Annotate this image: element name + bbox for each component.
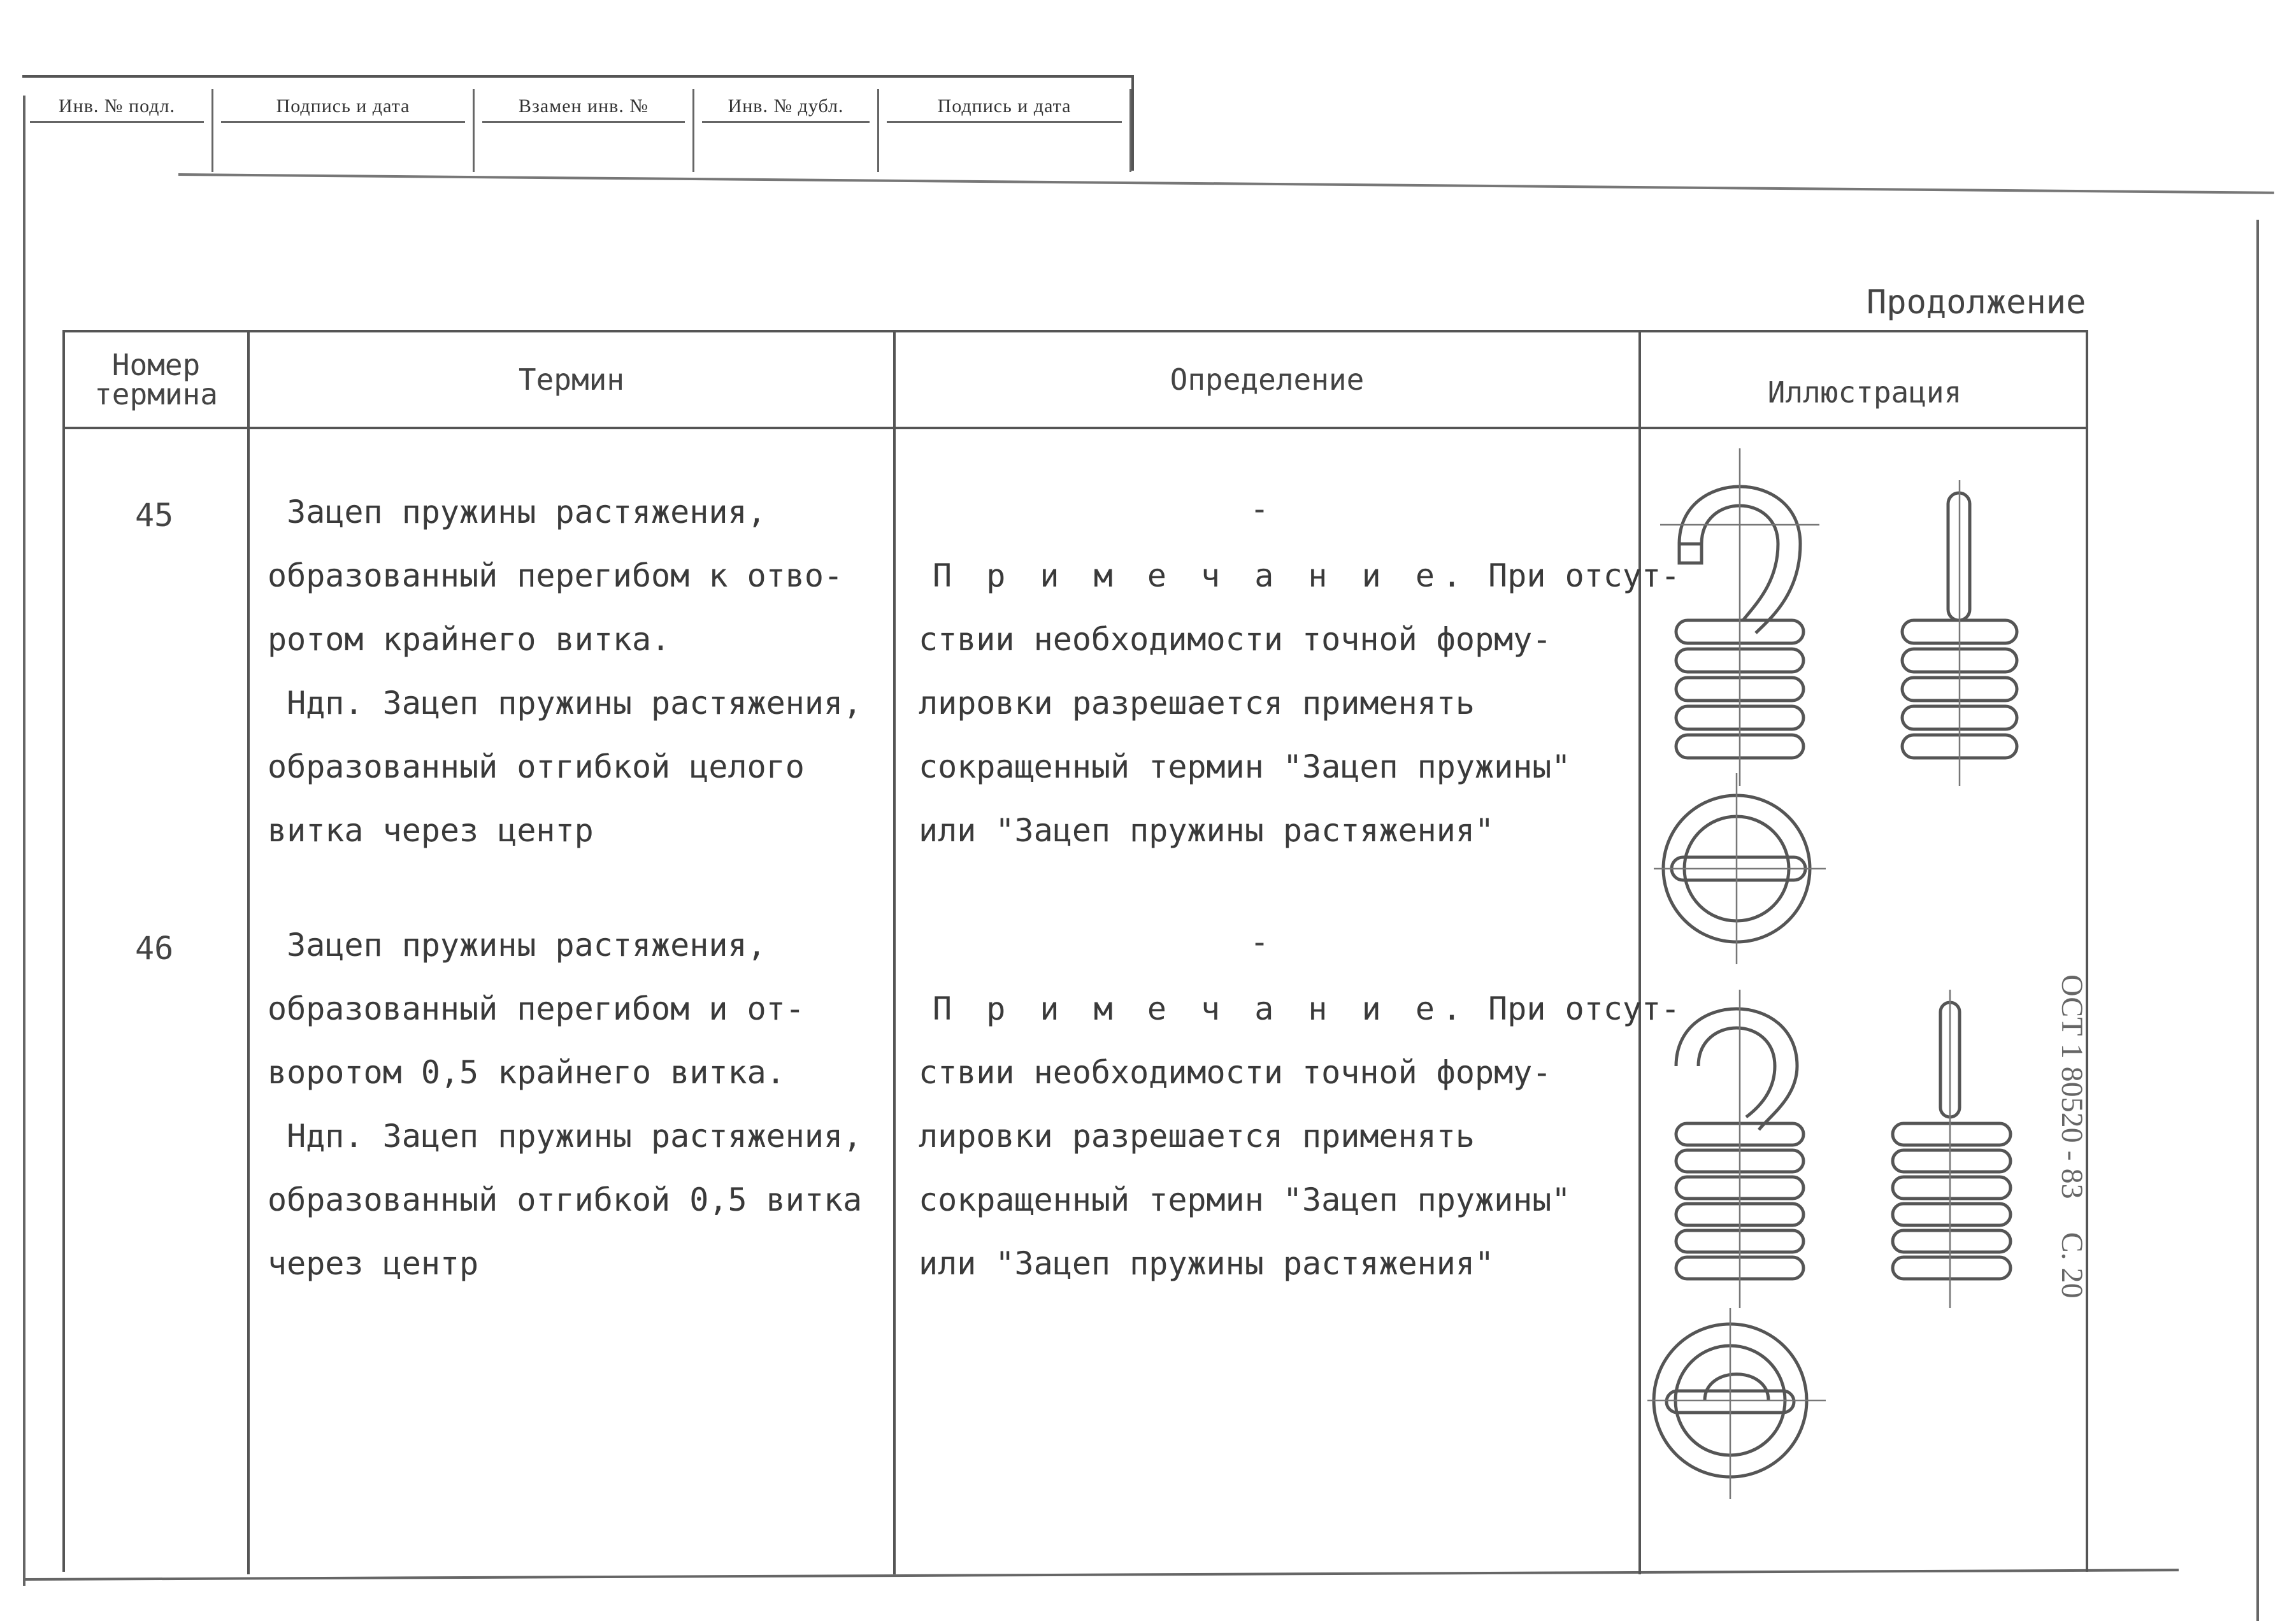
stamp-podpis-data-1 bbox=[213, 89, 475, 172]
row-45-term bbox=[268, 480, 862, 862]
header-term: Термин bbox=[518, 362, 625, 397]
spring-hook-45-side-view bbox=[1902, 480, 2017, 786]
spring-hook-46-top-view bbox=[1647, 1308, 1826, 1499]
header-number-text: Номер термина bbox=[94, 348, 218, 411]
header-definition: Определение bbox=[1170, 362, 1365, 397]
stamp-podpis-data-2-label: Подпись и дата bbox=[887, 89, 1122, 123]
row-45-number: 45 bbox=[135, 497, 174, 534]
stamp-vzamen-inv bbox=[475, 89, 694, 172]
stamp-inv-podl-label: Инв. № подл. bbox=[30, 89, 204, 123]
row-45-note-line: ствии необходимости точной форму- bbox=[919, 621, 1552, 658]
row-46-note-line: сокращенный термин "Зацеп пружины" bbox=[919, 1181, 1571, 1218]
row-46-term-line: образованный отгибкой 0,5 витка bbox=[268, 1181, 863, 1218]
stamp-inv-dubl-label: Инв. № дубл. bbox=[702, 89, 870, 123]
spring-hook-45-front-view bbox=[1660, 448, 1819, 786]
row-46-note-line: или "Зацеп пружины растяжения" bbox=[919, 1245, 1495, 1282]
stamp-podpis-data-1-label: Подпись и дата bbox=[221, 89, 465, 123]
stamp-podpis-data-2 bbox=[879, 89, 1131, 172]
row-45-term-line: образованный отгибкой целого bbox=[268, 748, 805, 785]
page-number: С. 20 bbox=[2055, 1232, 2089, 1299]
row-46-note-first: При отсут- bbox=[1469, 990, 1681, 1027]
row-46-note-label: П р и м е ч а н и е. bbox=[933, 990, 1470, 1027]
row-45-note-line: сокращенный термин "Зацеп пружины" bbox=[919, 748, 1571, 785]
row-46-term-line: через центр bbox=[268, 1245, 479, 1282]
row-45-note-line: или "Зацеп пружины растяжения" bbox=[919, 812, 1495, 849]
row-45-note-label: П р и м е ч а н и е. bbox=[933, 557, 1470, 594]
frame-right-border bbox=[2256, 220, 2259, 1621]
row-45-note bbox=[919, 544, 1680, 862]
column-divider-2 bbox=[893, 332, 896, 1574]
row-46-term-line: Зацеп пружины растяжения, bbox=[268, 927, 766, 964]
stamp-inv-dubl bbox=[694, 89, 879, 172]
row-45-term-line: Зацеп пружины растяжения, bbox=[268, 494, 766, 531]
continuation-label: Продолжение bbox=[1867, 283, 2086, 322]
row-45-note-first-line bbox=[919, 544, 1680, 608]
stamp-vzamen-inv-label: Взамен инв. № bbox=[482, 89, 685, 123]
row-46-note-line: ствии необходимости точной форму- bbox=[919, 1054, 1552, 1091]
row-45-term-line: Ндп. Зацеп пружины растяжения, bbox=[268, 685, 863, 722]
column-divider-1 bbox=[247, 332, 250, 1574]
row-45-term-line: ротом крайнего витка. bbox=[268, 621, 671, 658]
row-46-term bbox=[268, 913, 862, 1295]
spring-hook-illustrations bbox=[1641, 429, 2087, 1569]
spring-hook-46-front-view bbox=[1676, 990, 1803, 1308]
row-45-note-first: При отсут- bbox=[1469, 557, 1681, 594]
row-46-term-line: воротом 0,5 крайнего витка. bbox=[268, 1054, 785, 1091]
row-46-term-line: образованный перегибом и от- bbox=[268, 990, 805, 1027]
row-46-note-line: лировки разрешается применять bbox=[919, 1118, 1475, 1155]
header-illustration: Иллюстрация bbox=[1767, 375, 1962, 410]
spring-hook-45-top-view bbox=[1654, 773, 1826, 964]
row-46-number: 46 bbox=[135, 930, 174, 967]
document-code: ОСТ 1 80520 - 83 bbox=[2055, 974, 2089, 1199]
stamp-inv-podl bbox=[22, 89, 213, 172]
row-45-definition-dash: - bbox=[1250, 490, 1270, 527]
row-46-note-first-line bbox=[919, 977, 1680, 1041]
row-45-term-line: витка через центр bbox=[268, 812, 594, 849]
frame-top-border bbox=[178, 173, 2274, 194]
row-46-definition-dash: - bbox=[1250, 923, 1270, 960]
spring-hook-46-side-view bbox=[1893, 990, 2011, 1308]
terms-table bbox=[62, 330, 2088, 1572]
row-45-term-line: образованный перегибом к отво- bbox=[268, 557, 843, 594]
frame-left-border bbox=[23, 96, 25, 1586]
row-45-note-line: лировки разрешается применять bbox=[919, 685, 1475, 722]
document-code-vertical bbox=[2054, 974, 2090, 1324]
row-46-term-line: Ндп. Зацеп пружины растяжения, bbox=[268, 1118, 863, 1155]
document-stamp bbox=[22, 75, 1134, 171]
header-number bbox=[65, 332, 247, 427]
row-46-note bbox=[919, 977, 1680, 1295]
